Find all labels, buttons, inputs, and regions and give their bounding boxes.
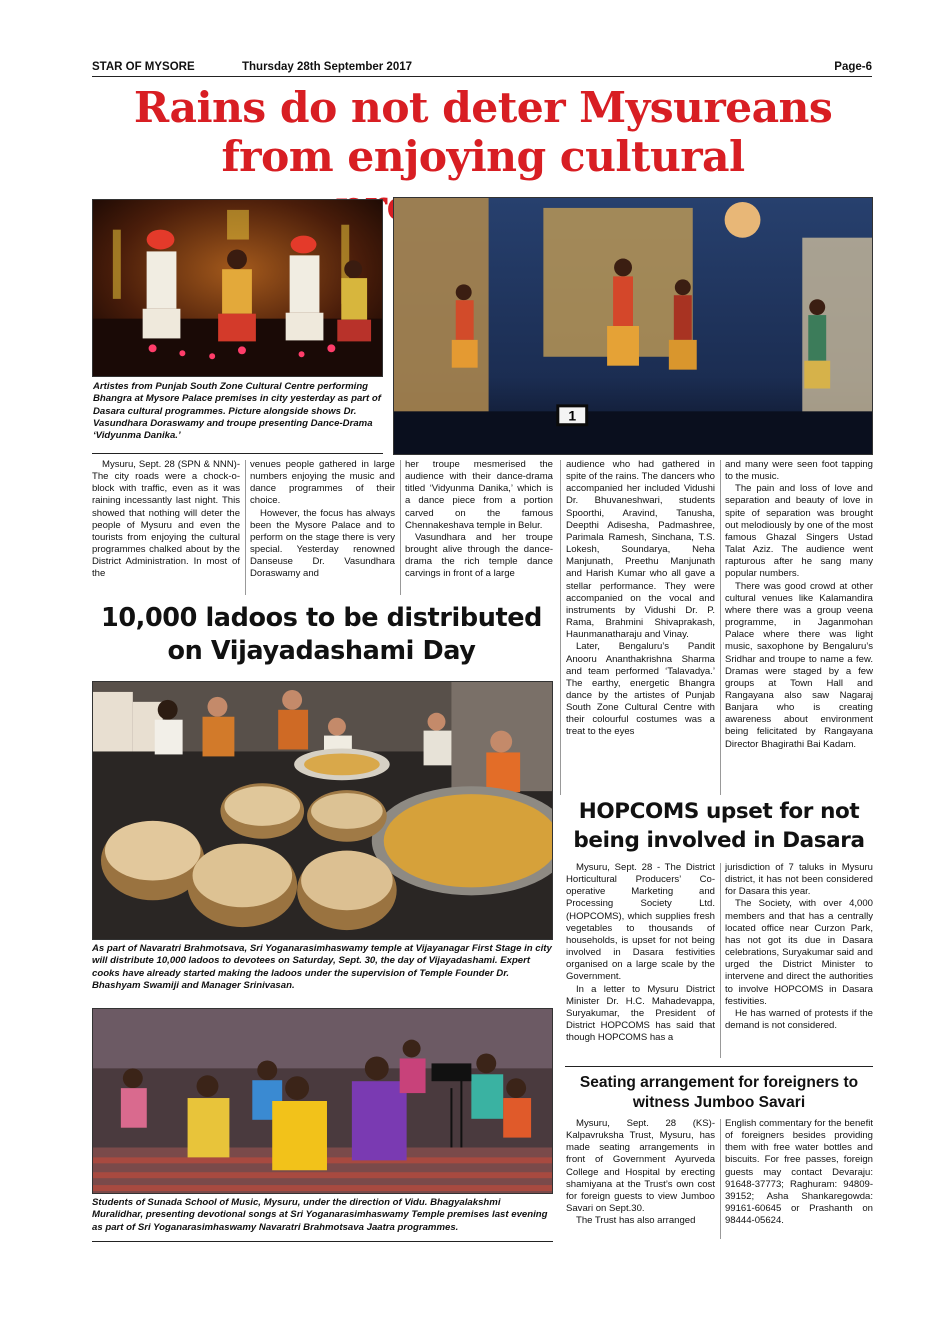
story1-col4: audience who had gathered in spite of the rains. The dancers who accompanied her included Vidushi Dr. Bhuvaneshwari, students Spoorthi, Aravind, Tanusha, Deepthi Adisesha, Padmashree, Parimala Ramesh, Sinchana, T.S. Lokesh, Soundarya, Neha Manjunath, Preethu Manjunath and Harish Kumar who all gave a stellar performance. They were accompanied on the vocal and instruments by Vidushi Dr. P. Rama, Brahmini Shivaprakash, Haunmanatharaju and Vinay. Later, Bengaluru’s Pandit Anooru Ananthakrishna Sharma and team performed ‘Talavadya.’ The earthy, energetic Bhangra dance by the artistes of Punjab South Zone Cultural Centre with their colourful costumes was a treat to the eyes xyxy=(566,459,715,738)
column-rule xyxy=(245,460,246,595)
column-rule xyxy=(720,460,721,795)
seating-headline: Seating arrangement for foreigners to witness Jumboo Savari xyxy=(579,1074,859,1111)
hopcoms-headline: HOPCOMS upset for not being involved in Dasara xyxy=(573,799,865,853)
caption-divider xyxy=(92,1241,553,1242)
story4-col1: Mysuru, Sept. 28 (KS)- Kalpavruksha Trust, Mysuru, has made seating arrangements in front of Government Ayurveda College and Hospital by erecting shamiyana at the Trust’s own cost for foreign guests to view Jumboo Savari on Sept.30. The Trust has also arranged xyxy=(566,1118,715,1227)
section-divider xyxy=(565,1066,873,1067)
photo-bhangra xyxy=(92,199,383,377)
story3-col2: jurisdiction of 7 taluks in Mysuru district, it has not been considered for Dasara this year. The Society, with over 4,000 members and that has a centrally located office near Curzon Park, has not got its due in Dasara celebrations, Suryakumar said and urged the District Minister to intervene and direct the authorities to involve HOPCOMS in Dasara festivities. He has warned of protests if the demand is not considered. xyxy=(725,862,873,1032)
page-number: Page-6 xyxy=(834,61,872,73)
photo-caption-ladoos: As part of Navaratri Brahmotsava, Sri Yoganarasimhaswamy temple at Vijayanagar First Stage in city will distribute 10,000 ladoos to devotees on Saturday, Sept. 30, the day of Vijayadashami. Expert cooks have already started making the ladoos under the supervision of Temple Founder Dr. Bhashyam Swamiji and Manager Srinivasan. xyxy=(92,943,552,991)
stage-number-label: 1 xyxy=(568,407,577,424)
story1-col5: and many were seen foot tapping to the music. The pain and loss of love and separation and beauty of love in spite of separation was brought out melodiously by one of the most famous Ghazal Singers Ustad Talat Aziz. The audience went rapturous after he sang many popular numbers. There was good crowd at other cultural venues like Kalamandira where there was a group veena programme, in Jaganmohan Palace where there was light music, saxophone by Bengaluru’s Sridhar and troupe to name a few. Dramas were staged by a few groups at Town Hall and Rangayana also saw Nagaraj Banjara who is creating awareness about environment being felicitated by Rangayana Director Bhagirathi Bai Kadam. xyxy=(725,459,873,750)
newspaper-name: STAR OF MYSORE xyxy=(92,61,195,73)
story3-col1: Mysuru, Sept. 28 - The District Horticultural Producers’ Co-operative Marketing and Processing Society Ltd. (HOPCOMS), which supplies fresh vegetables to thousands of households, is upset for not being involved in Dasara festivities organised on a large scale by the Government. In a letter to Mysuru District Minister Dr. H.C. Mahadevappa, Suryakumar, the President of District HOPCOMS has said that though HOPCOMS has a xyxy=(566,862,715,1044)
issue-date: Thursday 28th September 2017 xyxy=(242,61,413,73)
story1-col3: her troupe mesmerised the audience with their dance-drama titled ‘Vidyunma Danika,’ which is a dance piece from a portion carved on the famous Chennakeshava temple in Belur. Vasundhara and her troupe brought alive through the dance-drama the rich temple dance carvings in front of a large xyxy=(405,459,553,580)
caption-divider xyxy=(92,453,383,454)
photo-music-students xyxy=(92,1008,553,1194)
story1-col2: venues people gathered in large numbers enjoying the music and dance programmes of their choice. However, the focus has always been the Mysore Palace and to perform on the stage there is very special. Yesterday renowned Danseuse Dr. Vasundhara Doraswamy and xyxy=(250,459,395,580)
story4-col2: English commentary for the benefit of foreigners besides providing them with free water bottles and biscuits. For free passes, foreign guests may contact Devaraju: 91648-37773; Raghuram: 94809-39152; Asha Shankaregowda: 99161-60645 or Prashanth on 98444-05624. xyxy=(725,1118,873,1227)
photo-music-students-image xyxy=(93,1009,552,1193)
photo-bhangra-image xyxy=(93,200,382,376)
photo-dance-drama-image xyxy=(394,198,872,454)
photo-caption-music: Students of Sunada School of Music, Mysuru, under the direction of Vidu. Bhagyalakshmi Muralidhar, presenting devotional songs at Sri Yoganarasimhaswamy Temple premises last evening as part of Sri Yoganarasimhaswamy Navaratri Brahmotsava Jaatra programmes. xyxy=(92,1197,548,1233)
photo-caption-bhangra: Artistes from Punjab South Zone Cultural Centre performing Bhangra at Mysore Palace premises in city yesterday as part of Dasara cultural programmes. Picture alongside shows Dr. Vasundhara Doraswamy and troupe presenting Dance-Drama ‘Vidyunma Danika.’ xyxy=(93,381,381,442)
masthead xyxy=(92,61,872,77)
column-rule xyxy=(560,460,561,795)
ladoos-headline: 10,000 ladoos to be distributed on Vijayadashami Day xyxy=(100,603,542,666)
column-rule xyxy=(720,863,721,1058)
photo-ladoos-image xyxy=(93,682,552,939)
photo-dance-drama xyxy=(393,197,873,455)
main-headline: Rains do not deter Mysureans from enjoying cultural xyxy=(133,83,833,182)
photo-ladoos xyxy=(92,681,553,940)
column-rule xyxy=(720,1119,721,1239)
column-rule xyxy=(400,460,401,595)
story1-col1: Mysuru, Sept. 28 (SPN & NNN)- The city roads were a chock-o-block with traffic, even as it was raining incessantly last night. This showed that nothing will deter the people of Mysuru and even the tourists from enjoying the cultural programmes chalked about by the District Administration. In most of the xyxy=(92,459,240,580)
